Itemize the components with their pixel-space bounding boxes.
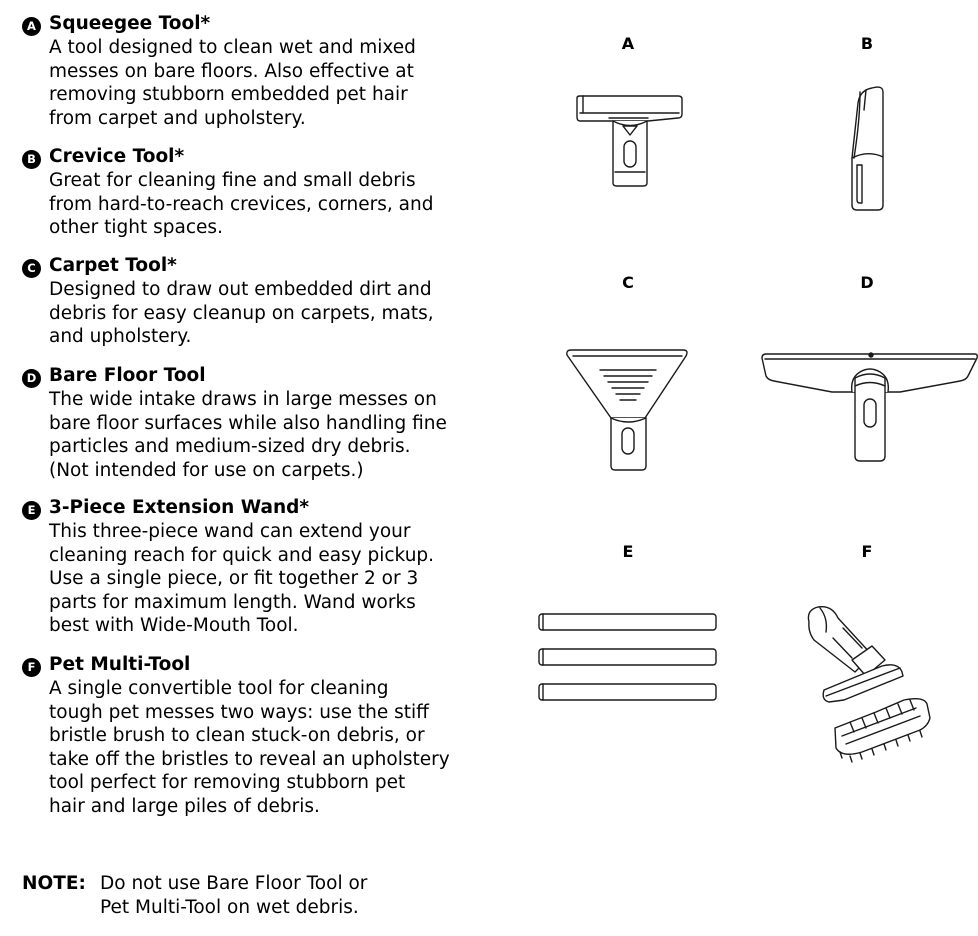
pet-multi-tool-illustration xyxy=(808,607,930,762)
figure-label-e: E xyxy=(622,542,634,561)
letter-badge-e: E xyxy=(22,501,41,520)
tool-title: Squeegee Tool* xyxy=(49,13,211,34)
letter-badge-c: C xyxy=(22,259,41,278)
tool-title: Bare Floor Tool xyxy=(49,365,206,386)
tool-description: This three-piece wand can extend your cleaning reach for quick and easy pickup. Use a single piece, or fit together 2 or 3 parts for maximum length. Wand works best with Wide-Mouth Tool. xyxy=(49,521,435,637)
squeegee-tool-illustration xyxy=(577,96,682,186)
tool-description: The wide intake draws in large messes on bare floor surfaces while also handling fine particles and medium-sized dry debris. (Not intended for use on carpets.) xyxy=(49,389,447,481)
tool-description: Great for cleaning fine and small debris from hard-to-reach crevices, corners, and other tight spaces. xyxy=(49,170,434,239)
letter-badge-d: D xyxy=(22,369,41,388)
letter-badge-b: B xyxy=(22,150,41,169)
note-label: NOTE: xyxy=(22,873,86,894)
carpet-tool-illustration xyxy=(567,350,687,470)
tool-title: Crevice Tool* xyxy=(49,146,185,167)
tool-title: Carpet Tool* xyxy=(49,255,177,276)
tool-description: A tool designed to clean wet and mixed messes on bare floors. Also effective at removing stubborn embedded pet hair from carpet and upholstery. xyxy=(49,37,416,129)
figure-label-c: C xyxy=(622,273,634,292)
tool-title: 3-Piece Extension Wand* xyxy=(49,497,310,518)
note-text: Do not use Bare Floor Tool or Pet Multi-Tool on wet debris. xyxy=(100,873,368,918)
letter-badge-f: F xyxy=(22,658,41,677)
figure-label-b: B xyxy=(860,34,874,53)
tool-description: A single convertible tool for cleaning tough pet messes two ways: use the stiff bristle brush to clean stuck-on debris, or take off the bristles to reveal an upholstery tool perfect for removing stubborn pet hair and large piles of debris. xyxy=(49,678,450,817)
extension-wand-illustration xyxy=(539,614,716,700)
figure-label-d: D xyxy=(860,273,874,292)
letter-badge-a: A xyxy=(22,17,41,36)
figure-label-f: F xyxy=(861,542,873,561)
bare-floor-tool-illustration xyxy=(762,353,977,461)
tool-description: Designed to draw out embedded dirt and debris for easy cleanup on carpets, mats, and upholstery. xyxy=(49,279,434,348)
figure-label-a: A xyxy=(621,34,635,53)
crevice-tool-illustration xyxy=(852,87,883,210)
tool-title: Pet Multi-Tool xyxy=(49,654,191,675)
